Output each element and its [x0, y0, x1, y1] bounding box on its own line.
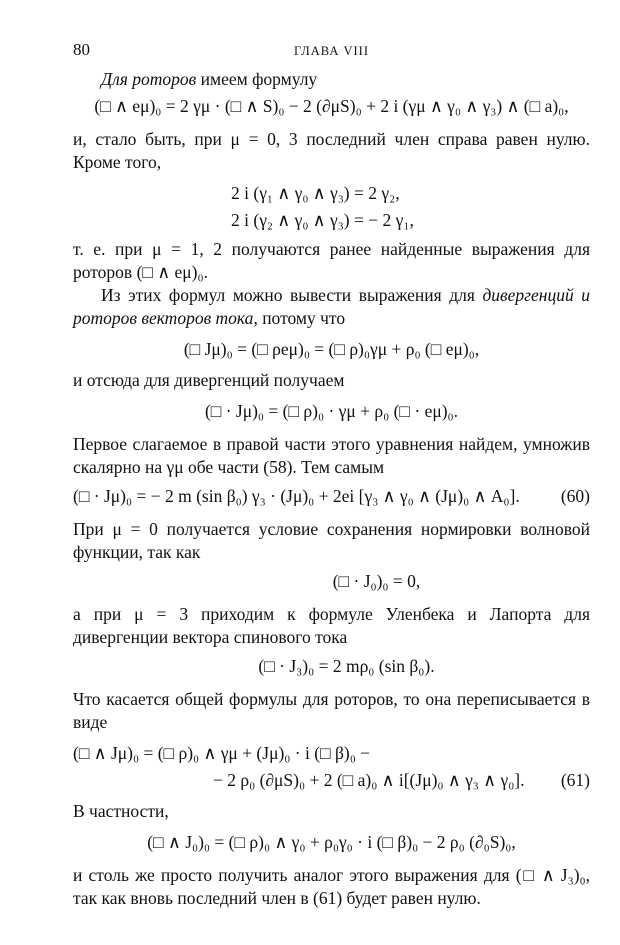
equation-gamma-1: 2 i (γ₁ ∧ γ₀ ∧ γ₃) = 2 γ₂, — [231, 183, 400, 203]
equation-60-number: (60) — [560, 486, 590, 506]
equation-60-body: (□ · Jμ)₀ = − 2 m (sin β₀) γ₃ · (Jμ)₀ + 2ei [γ₃ ∧ γ₀ ∧ (Jμ)₀ ∧ A₀]. — [73, 486, 520, 506]
book-page — [73, 38, 590, 910]
paragraph-7: При μ = 0 получается условие сохранения нормировки волновой функции, так как — [73, 519, 590, 562]
equation-gamma-2: 2 i (γ₂ ∧ γ₀ ∧ γ₃) = − 2 γ₁, — [231, 210, 414, 230]
paragraph-2: и, стало быть, при μ = 0, 3 последний член справа равен нулю. Кроме того, — [73, 129, 590, 172]
chapter-title: ГЛАВА VIII — [293, 44, 369, 58]
paragraph-3: т. е. при μ = 1, 2 получаются ранее найденные выражения для роторов (□ ∧ eμ)₀. — [73, 239, 590, 282]
paragraph-11: и столь же просто получить аналог этого выражения для (□ ∧ J₃)₀, так как вновь последний член в (61) будет равен нулю. — [73, 865, 590, 908]
equation-61-line-1: (□ ∧ Jμ)₀ = (□ ρ)₀ ∧ γμ + (Jμ)₀ · i (□ β)₀ − — [73, 743, 371, 763]
equation-current: (□ Jμ)₀ = (□ ρeμ)₀ = (□ ρ)₀γμ + ρ₀ (□ eμ)₀, — [183, 339, 480, 359]
paragraph-9: Что касается общей формулы для роторов, то она переписывается в виде — [73, 689, 590, 732]
equation-normalization: (□ · J₀)₀ = 0, — [332, 571, 421, 591]
emphasis-divergences: дивергенций и роторов векторов тока — [73, 285, 590, 328]
paragraph-5: и отсюда для дивергенций получаем — [73, 370, 345, 390]
equation-61-number: (61) — [560, 770, 590, 790]
paragraph-4: Из этих формул можно вывести выражения для дивергенций и роторов векторов тока, потому что — [73, 285, 590, 328]
equation-rotor-e: (□ ∧ eμ)₀ = 2 γμ · (□ ∧ S)₀ − 2 (∂μS)₀ + 2 i (γμ ∧ γ₀ ∧ γ₃) ∧ (□ a)₀, — [94, 96, 569, 116]
paragraph-10: В частности, — [73, 801, 169, 821]
emphasis-rotors: Для роторов — [101, 69, 197, 89]
equation-61-line-2 — [73, 769, 590, 792]
equation-60 — [73, 485, 590, 508]
equation-divergence: (□ · Jμ)₀ = (□ ρ)₀ · γμ + ρ₀ (□ · eμ)₀. — [204, 401, 459, 421]
paragraph-1: Для роторов имеем формулу — [101, 69, 318, 89]
equation-61-body: − 2 ρ₀ (∂μS)₀ + 2 (□ a)₀ ∧ i[(Jμ)₀ ∧ γ₃ ∧ γ₀]. — [213, 770, 525, 790]
equation-spin-current: (□ · J₃)₀ = 2 mρ₀ (sin β₀). — [258, 656, 435, 676]
paragraph-8: а при μ = 3 приходим к формуле Уленбека и Лапорта для дивергенции вектора спинового тока — [73, 604, 590, 647]
equation-rotor-j0: (□ ∧ J₀)₀ = (□ ρ)₀ ∧ γ₀ + ρ₀γ₀ · i (□ β)₀ − 2 ρ₀ (∂₀S)₀, — [147, 832, 516, 852]
paragraph-6: Первое слагаемое в правой части этого уравнения найдем, умножив скалярно на γμ обе части (58). Тем самым — [73, 434, 590, 477]
page-number: 80 — [73, 40, 90, 59]
running-header — [73, 38, 590, 64]
